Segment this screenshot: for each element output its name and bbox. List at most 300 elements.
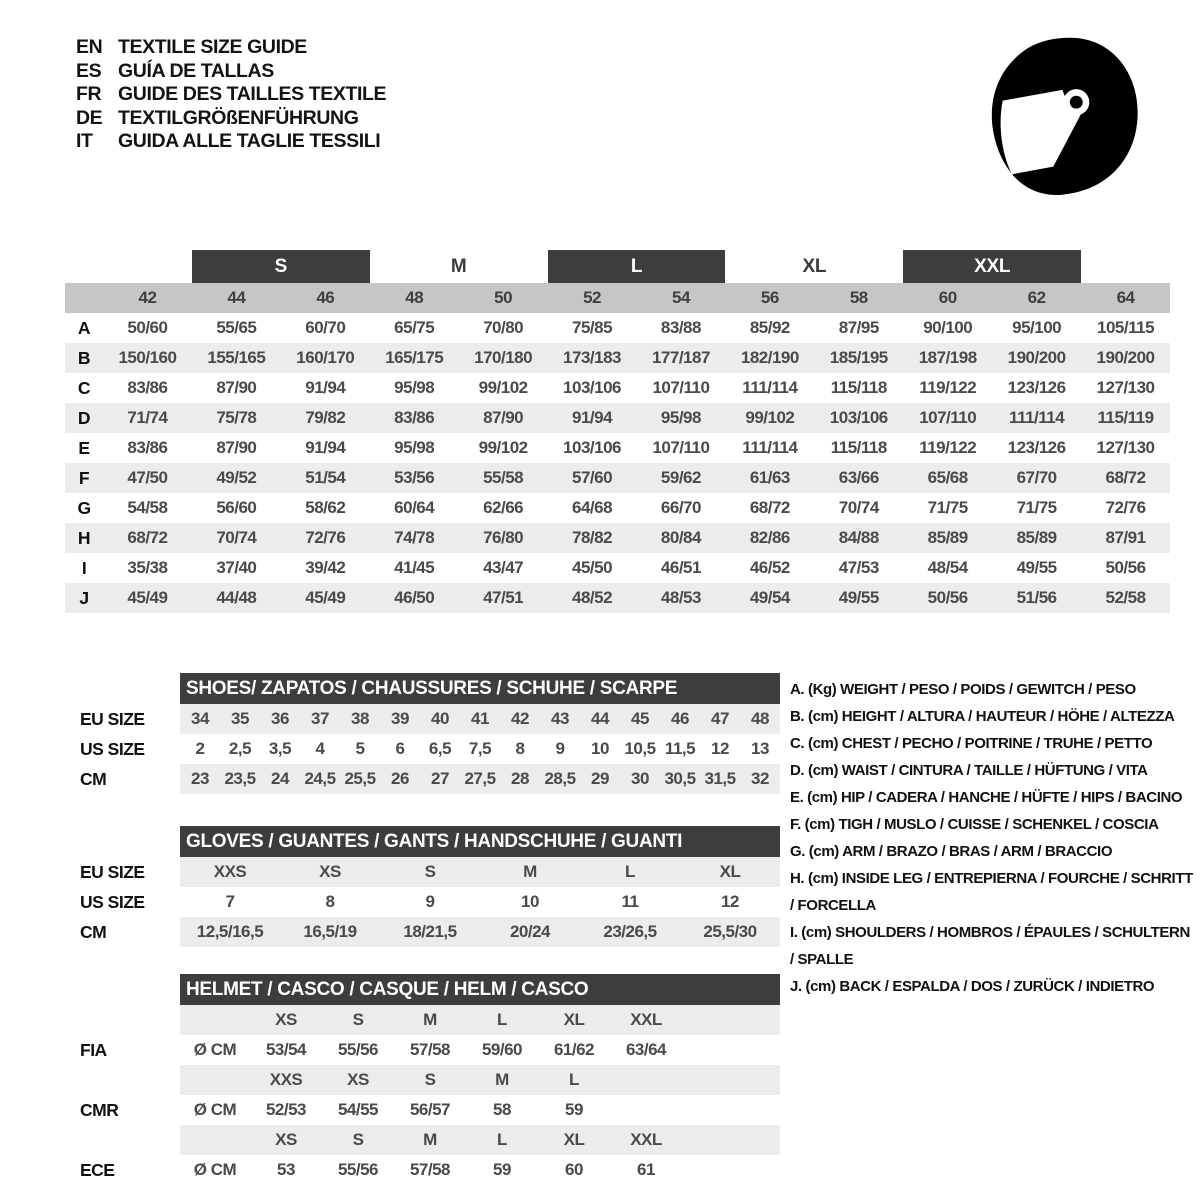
helmet-size-cell: XXL — [630, 1130, 662, 1149]
value-cell: 123/126 — [1007, 438, 1066, 457]
value-cell: 53/56 — [394, 468, 435, 487]
shoes-values — [180, 734, 780, 764]
helmet-value-cell: 59 — [493, 1160, 511, 1179]
value-cell: 32 — [751, 769, 769, 788]
helmet-value-cell: 53/54 — [265, 1040, 307, 1059]
measurement-row — [65, 313, 1170, 343]
measurement-legend — [790, 676, 1194, 1000]
value-cell: 83/88 — [660, 318, 701, 337]
helmet-value-cell: 55/56 — [337, 1160, 379, 1179]
value-cell: 48/52 — [572, 588, 613, 607]
measurement-rows — [65, 313, 1170, 613]
legend-item: J. (cm) BACK / ESPALDA / DOS / ZURÜCK / INDIETRO — [790, 978, 1155, 995]
value-cell: 95/98 — [394, 378, 435, 397]
value-cell: 103/106 — [829, 408, 888, 427]
value-cell: 28 — [511, 769, 529, 788]
row-label: A — [77, 317, 91, 338]
value-cell: 47 — [711, 709, 729, 728]
legend-item: F. (cm) TIGH / MUSLO / CUISSE / SCHENKEL / COSCIA — [790, 816, 1159, 833]
value-cell: XS — [319, 862, 341, 881]
value-cell: 49/52 — [216, 468, 257, 487]
helmet-value-values — [180, 1095, 780, 1125]
row-label: CM — [80, 921, 107, 942]
value-cell: 78/82 — [572, 528, 613, 547]
row-label: US SIZE — [80, 738, 145, 759]
measurement-row — [65, 523, 1170, 553]
value-cell: 150/160 — [118, 348, 177, 367]
value-cell: 85/89 — [927, 528, 968, 547]
value-cell: 45/49 — [305, 588, 346, 607]
value-cell: 12,5/16,5 — [196, 922, 264, 941]
helmet-value-cell: 52/53 — [265, 1100, 307, 1119]
value-cell: 12 — [711, 739, 729, 758]
language-row — [76, 130, 386, 154]
value-cell: 83/86 — [394, 408, 435, 427]
value-cell: 99/102 — [478, 438, 528, 457]
value-cell: 190/200 — [1007, 348, 1066, 367]
value-cell: 68/72 — [749, 498, 790, 517]
value-cell: 60/70 — [305, 318, 346, 337]
value-cell: 38 — [351, 709, 369, 728]
row-label: US SIZE — [80, 891, 145, 912]
helmet-size-row — [65, 1005, 780, 1035]
value-cell: 87/91 — [1105, 528, 1146, 547]
value-cell: 48 — [751, 709, 769, 728]
value-cell: 46/51 — [660, 558, 701, 577]
value-cell: 46 — [671, 709, 689, 728]
value-cell: 127/130 — [1096, 438, 1155, 457]
value-cell: 2,5 — [228, 739, 252, 758]
value-cell: 37/40 — [216, 558, 257, 577]
value-cell: 87/90 — [483, 408, 524, 427]
value-cell: 27 — [431, 769, 449, 788]
value-cell: 9 — [425, 892, 435, 911]
shoes-row — [65, 704, 780, 734]
helmet-section — [65, 974, 780, 1185]
measurement-row — [65, 493, 1170, 523]
value-cell: 70/74 — [216, 528, 257, 547]
value-cell: 43 — [551, 709, 569, 728]
value-cell: S — [424, 862, 436, 881]
language-title: GUIDA ALLE TAGLIE TESSILI — [118, 130, 381, 153]
value-cell: 71/75 — [1016, 498, 1057, 517]
numeric-size-cell: 62 — [1027, 288, 1046, 307]
helmet-value-cell: 57/58 — [409, 1160, 451, 1179]
helmet-size-cell: S — [424, 1070, 436, 1089]
value-cell: 16,5/19 — [303, 922, 357, 941]
measurement-row — [65, 583, 1170, 613]
value-cell: 85/92 — [749, 318, 790, 337]
standard-label: CMR — [80, 1099, 119, 1120]
helmet-value-values — [180, 1155, 780, 1185]
value-cell: 8 — [515, 739, 525, 758]
size-band-xl: XL — [802, 255, 827, 277]
helmet-size-cell: S — [352, 1010, 364, 1029]
measurement-row — [65, 403, 1170, 433]
value-cell: 48/53 — [660, 588, 701, 607]
helmet-size-cell: S — [352, 1130, 364, 1149]
row-label: F — [78, 467, 90, 488]
numeric-size-cell: 44 — [227, 288, 246, 307]
value-cell: 75/85 — [572, 318, 613, 337]
language-title-list — [76, 36, 386, 154]
row-label: I — [81, 557, 87, 578]
value-cell: 39/42 — [305, 558, 346, 577]
helmet-icon-svg — [972, 24, 1156, 208]
value-cell: 115/118 — [830, 378, 887, 397]
value-cell: 84/88 — [838, 528, 879, 547]
helmet-size-cell: XS — [275, 1010, 297, 1029]
value-cell: 23 — [191, 769, 209, 788]
numeric-size-cell: 56 — [760, 288, 779, 307]
diameter-unit: Ø CM — [193, 1160, 237, 1179]
helmet-size-cell: XS — [347, 1070, 369, 1089]
value-cell: 51/54 — [305, 468, 346, 487]
row-label: D — [77, 407, 91, 428]
shoes-section — [65, 673, 780, 794]
value-cell: 50/60 — [127, 318, 168, 337]
value-cell: 3,5 — [268, 739, 292, 758]
value-cell: 87/90 — [216, 378, 257, 397]
helmet-section-title: HELMET / CASCO / CASQUE / HELM / CASCO — [180, 974, 780, 1005]
legend-item: C. (cm) CHEST / PECHO / POITRINE / TRUHE / PETTO — [790, 735, 1153, 752]
value-cell: 185/195 — [829, 348, 888, 367]
value-cell: 35/38 — [127, 558, 168, 577]
value-cell: 103/106 — [563, 378, 621, 397]
helmet-value-cell: 57/58 — [409, 1040, 451, 1059]
helmet-value-cell: 61/62 — [553, 1040, 595, 1059]
row-label: H — [77, 527, 91, 548]
language-row — [76, 83, 386, 107]
helmet-value-cell: 61 — [637, 1160, 655, 1179]
value-cell: 91/94 — [305, 438, 346, 457]
value-cell: 60/64 — [394, 498, 435, 517]
legend-item: E. (cm) HIP / CADERA / HANCHE / HÜFTE / HIPS / BACINO — [790, 789, 1183, 806]
helmet-size-values — [180, 1125, 780, 1155]
helmet-value-cell: 60 — [565, 1160, 583, 1179]
value-cell: 40 — [431, 709, 449, 728]
numeric-size-cell: 48 — [405, 288, 424, 307]
value-cell: 51/56 — [1016, 588, 1057, 607]
numeric-size-cell: 42 — [138, 288, 157, 307]
value-cell: 99/102 — [478, 378, 528, 397]
value-cell: 63/66 — [838, 468, 879, 487]
helmet-value-cell: 63/64 — [625, 1040, 667, 1059]
value-cell: 47/53 — [838, 558, 879, 577]
row-label: E — [78, 437, 90, 458]
language-code: ES — [76, 59, 102, 82]
value-cell: 87/95 — [838, 318, 879, 337]
gloves-values — [180, 857, 780, 887]
value-cell: 115/119 — [1097, 408, 1154, 427]
numeric-size-cell: 50 — [494, 288, 513, 307]
helmet-icon — [972, 24, 1156, 208]
helmet-size-cell: XL — [563, 1010, 585, 1029]
value-cell: 10 — [521, 892, 539, 911]
value-cell: 80/84 — [660, 528, 701, 547]
standard-label: ECE — [80, 1159, 115, 1180]
measurement-row — [65, 463, 1170, 493]
value-cell: 119/122 — [919, 378, 977, 397]
helmet-value-row — [65, 1035, 780, 1065]
legend-item: B. (cm) HEIGHT / ALTURA / HAUTEUR / HÖHE / ALTEZZA — [790, 708, 1175, 725]
size-band-xxl: XXL — [903, 250, 1081, 283]
value-cell: 61/63 — [749, 468, 790, 487]
value-cell: 27,5 — [464, 769, 496, 788]
value-cell: 45 — [631, 709, 649, 728]
value-cell: 25,5 — [344, 769, 376, 788]
value-cell: 36 — [271, 709, 289, 728]
diameter-unit: Ø CM — [193, 1040, 237, 1059]
value-cell: 103/106 — [563, 438, 621, 457]
gloves-values — [180, 887, 780, 917]
value-cell: 46/50 — [394, 588, 435, 607]
language-title: GUIDE DES TAILLES TEXTILE — [118, 83, 387, 106]
value-cell: 43/47 — [483, 558, 524, 577]
value-cell: 91/94 — [572, 408, 613, 427]
diameter-unit: Ø CM — [193, 1100, 237, 1119]
value-cell: XL — [719, 862, 741, 881]
helmet-rows — [65, 1005, 780, 1185]
helmet-size-cell: M — [423, 1130, 437, 1149]
helmet-value-values — [180, 1035, 780, 1065]
gloves-values — [180, 917, 780, 947]
value-cell: 49/54 — [749, 588, 790, 607]
value-cell: 45/49 — [127, 588, 168, 607]
value-cell: 12 — [721, 892, 739, 911]
value-cell: 54/58 — [127, 498, 168, 517]
value-cell: 58/62 — [305, 498, 346, 517]
value-cell: 50/56 — [927, 588, 968, 607]
value-cell: 177/187 — [651, 348, 710, 367]
value-cell: 82/86 — [749, 528, 790, 547]
legend-item: A. (Kg) WEIGHT / PESO / POIDS / GEWITCH / PESO — [790, 681, 1136, 698]
value-cell: 41/45 — [394, 558, 435, 577]
value-cell: 48/54 — [927, 558, 968, 577]
value-cell: 75/78 — [216, 408, 257, 427]
helmet-value-cell: 59/60 — [481, 1040, 523, 1059]
value-cell: 56/60 — [216, 498, 257, 517]
helmet-value-cell: 53 — [277, 1160, 295, 1179]
shoes-rows — [65, 704, 780, 794]
measurement-row — [65, 373, 1170, 403]
helmet-size-cell: XXS — [269, 1070, 303, 1089]
value-cell: 44 — [591, 709, 609, 728]
helmet-size-cell: M — [423, 1010, 437, 1029]
row-label: CM — [80, 768, 107, 789]
row-label: EU SIZE — [80, 708, 145, 729]
value-cell: 72/76 — [1105, 498, 1146, 517]
helmet-value-row — [65, 1095, 780, 1125]
value-cell: 187/198 — [918, 348, 977, 367]
helmet-value-cell: 58 — [493, 1100, 511, 1119]
value-cell: 111/114 — [742, 378, 798, 397]
value-cell: 55/65 — [216, 318, 257, 337]
numeric-size-cell: 46 — [316, 288, 335, 307]
helmet-size-values — [180, 1005, 780, 1035]
legend-item: H. (cm) INSIDE LEG / ENTREPIERNA / FOURCHE / SCHRITT / FORCELLA — [790, 870, 1193, 914]
value-cell: 115/118 — [830, 438, 887, 457]
value-cell: 5 — [355, 739, 365, 758]
value-cell: 10 — [591, 739, 609, 758]
size-band-l: L — [548, 250, 726, 283]
value-cell: 23/26,5 — [603, 922, 657, 941]
value-cell: 49/55 — [838, 588, 879, 607]
value-cell: 30,5 — [664, 769, 696, 788]
value-cell: 46/52 — [749, 558, 790, 577]
helmet-value-cell: 56/57 — [409, 1100, 451, 1119]
language-row — [76, 36, 386, 60]
value-cell: 37 — [311, 709, 329, 728]
numeric-size-cell: 58 — [849, 288, 868, 307]
language-title: TEXTILGRÖßENFÜHRUNG — [118, 106, 359, 129]
value-cell: 59/62 — [660, 468, 701, 487]
value-cell: 85/89 — [1016, 528, 1057, 547]
accessory-size-tables — [65, 673, 780, 1185]
size-band-m: M — [450, 255, 467, 277]
size-band-row — [103, 250, 1170, 283]
gloves-row — [65, 887, 780, 917]
value-cell: 47/50 — [127, 468, 168, 487]
value-cell: 39 — [391, 709, 409, 728]
numeric-size-cell: 54 — [671, 288, 690, 307]
value-cell: 71/75 — [927, 498, 968, 517]
row-label: G — [77, 497, 91, 518]
value-cell: 170/180 — [474, 348, 533, 367]
legend-item: I. (cm) SHOULDERS / HOMBROS / ÉPAULES / SCHULTERN / SPALLE — [790, 924, 1190, 968]
value-cell: 34 — [191, 709, 209, 728]
value-cell: 8 — [325, 892, 335, 911]
gloves-row — [65, 857, 780, 887]
value-cell: 83/86 — [127, 378, 168, 397]
value-cell: 49/55 — [1016, 558, 1057, 577]
value-cell: 155/165 — [207, 348, 266, 367]
language-code: EN — [76, 36, 103, 59]
measurement-row — [65, 343, 1170, 373]
numeric-size-cell: 64 — [1116, 288, 1135, 307]
helmet-value-cell: 59 — [565, 1100, 583, 1119]
value-cell: 74/78 — [394, 528, 435, 547]
row-label-spacer — [65, 1125, 180, 1155]
helmet-size-cell: M — [495, 1070, 509, 1089]
value-cell: 76/80 — [483, 528, 524, 547]
size-band-s: S — [192, 250, 370, 283]
value-cell: 35 — [231, 709, 249, 728]
value-cell: 11 — [621, 892, 639, 911]
value-cell: 28,5 — [544, 769, 576, 788]
language-row — [76, 107, 386, 131]
textile-size-table — [65, 250, 1170, 613]
row-label: C — [77, 377, 91, 398]
value-cell: 6,5 — [428, 739, 452, 758]
value-cell: 20/24 — [509, 922, 551, 941]
value-cell: 6 — [395, 739, 405, 758]
value-cell: 29 — [591, 769, 609, 788]
value-cell: 123/126 — [1007, 378, 1066, 397]
value-cell: 95/98 — [660, 408, 701, 427]
value-cell: 64/68 — [572, 498, 613, 517]
value-cell: 182/190 — [740, 348, 799, 367]
value-cell: 119/122 — [919, 438, 977, 457]
gloves-row — [65, 917, 780, 947]
value-cell: 67/70 — [1016, 468, 1057, 487]
value-cell: 13 — [751, 739, 769, 758]
language-code: FR — [76, 83, 102, 106]
language-row — [76, 60, 386, 84]
value-cell: 68/72 — [1105, 468, 1146, 487]
row-label-spacer — [65, 1065, 180, 1095]
value-cell: 44/48 — [216, 588, 257, 607]
value-cell: 26 — [391, 769, 409, 788]
helmet-size-cell: XL — [563, 1130, 585, 1149]
value-cell: 2 — [195, 739, 205, 758]
language-title: TEXTILE SIZE GUIDE — [118, 36, 307, 59]
standard-label: FIA — [80, 1039, 107, 1060]
value-cell: 83/86 — [127, 438, 168, 457]
helmet-value-cell: 54/55 — [337, 1100, 379, 1119]
value-cell: 4 — [315, 739, 325, 758]
value-cell: 24 — [271, 769, 289, 788]
legend-item: D. (cm) WAIST / CINTURA / TAILLE / HÜFTUNG / VITA — [790, 762, 1148, 779]
value-cell: 71/74 — [127, 408, 168, 427]
value-cell: 95/100 — [1012, 318, 1062, 337]
shoes-row — [65, 734, 780, 764]
value-cell: 23,5 — [224, 769, 256, 788]
value-cell: 107/110 — [652, 438, 710, 457]
value-cell: 57/60 — [572, 468, 613, 487]
value-cell: 18/21,5 — [403, 922, 457, 941]
value-cell: 52/58 — [1105, 588, 1146, 607]
gloves-section-title: GLOVES / GUANTES / GANTS / HANDSCHUHE / GUANTI — [180, 826, 780, 857]
shoes-row — [65, 764, 780, 794]
value-cell: 65/75 — [394, 318, 435, 337]
value-cell: 111/114 — [1009, 408, 1065, 427]
helmet-size-cell: L — [569, 1070, 579, 1089]
row-label: B — [77, 347, 91, 368]
row-label: EU SIZE — [80, 861, 145, 882]
gloves-section — [65, 826, 780, 947]
value-cell: 111/114 — [742, 438, 798, 457]
value-cell: 160/170 — [296, 348, 355, 367]
value-cell: 50/56 — [1105, 558, 1146, 577]
helmet-size-row — [65, 1065, 780, 1095]
value-cell: 30 — [631, 769, 649, 788]
value-cell: 107/110 — [919, 408, 977, 427]
value-cell: 107/110 — [652, 378, 710, 397]
value-cell: 190/200 — [1096, 348, 1155, 367]
value-cell: 45/50 — [572, 558, 613, 577]
value-cell: 66/70 — [660, 498, 701, 517]
value-cell: L — [625, 862, 635, 881]
shoes-values — [180, 704, 780, 734]
helmet-value-cell: 55/56 — [337, 1040, 379, 1059]
helmet-size-cell: XS — [275, 1130, 297, 1149]
value-cell: 47/51 — [483, 588, 524, 607]
value-cell: 95/98 — [394, 438, 435, 457]
value-cell: 11,5 — [664, 739, 696, 758]
value-cell: M — [523, 862, 537, 881]
value-cell: XXS — [213, 862, 247, 881]
numeric-size-row — [65, 283, 1170, 313]
value-cell: 7,5 — [468, 739, 492, 758]
value-cell: 7 — [225, 892, 235, 911]
value-cell: 91/94 — [305, 378, 346, 397]
value-cell: 173/183 — [563, 348, 621, 367]
value-cell: 70/80 — [483, 318, 524, 337]
value-cell: 70/74 — [838, 498, 879, 517]
value-cell: 31,5 — [704, 769, 736, 788]
language-code: IT — [76, 130, 93, 153]
